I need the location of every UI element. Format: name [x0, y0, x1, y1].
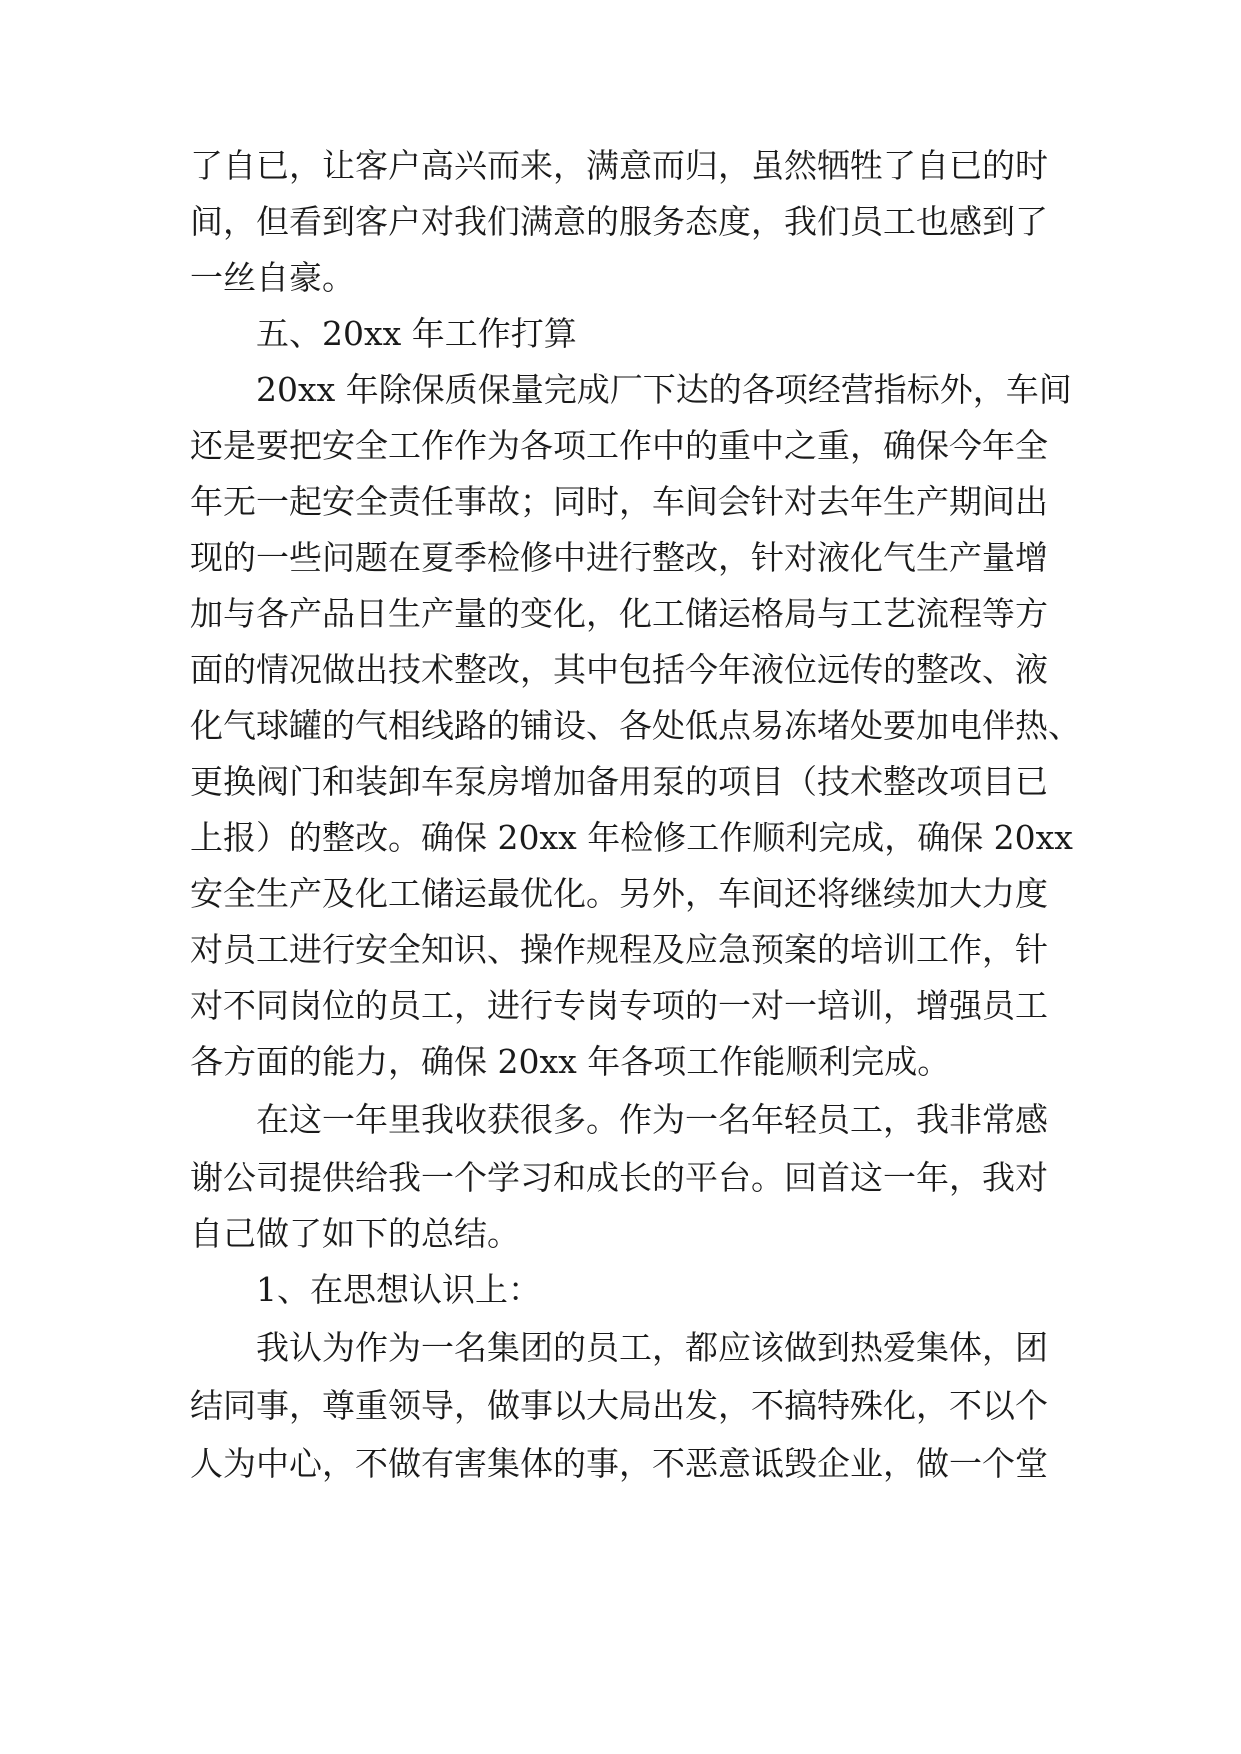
- text-line: 面的情况做出技术整改，其中包括今年液位远传的整改、液: [190, 650, 1048, 689]
- text-line: 还是要把安全工作作为各项工作中的重中之重，确保今年全: [190, 426, 1048, 465]
- text-line: 自己做了如下的总结。: [190, 1214, 520, 1253]
- text-line: 在这一年里我收获很多。作为一名年轻员工，我非常感: [256, 1100, 1048, 1139]
- text-line: 我认为作为一名集团的员工，都应该做到热爱集体，团: [256, 1328, 1048, 1367]
- text-line: 一丝自豪。: [190, 258, 355, 297]
- text-line: 20xx 年除保质保量完成厂下达的各项经营指标外，车间: [256, 370, 1072, 409]
- text-line: 结同事，尊重领导，做事以大局出发，不搞特殊化，不以个: [190, 1386, 1048, 1425]
- text-line: 间，但看到客户对我们满意的服务态度，我们员工也感到了: [190, 202, 1048, 241]
- text-line: 年无一起安全责任事故；同时，车间会针对去年生产期间出: [190, 482, 1048, 521]
- text-line: 人为中心，不做有害集体的事，不恶意诋毁企业，做一个堂: [190, 1444, 1048, 1483]
- section-heading: 五、20xx 年工作打算: [256, 314, 577, 353]
- text-line: 更换阀门和装卸车泵房增加备用泵的项目（技术整改项目已: [190, 762, 1048, 801]
- text-line: 各方面的能力，确保 20xx 年各项工作能顺利完成。: [190, 1042, 951, 1081]
- text-line: 现的一些问题在夏季检修中进行整改，针对液化气生产量增: [190, 538, 1048, 577]
- text-line: 对员工进行安全知识、操作规程及应急预案的培训工作，针: [190, 930, 1048, 969]
- text-line: 化气球罐的气相线路的铺设、各处低点易冻堵处要加电伴热、: [190, 706, 1081, 745]
- text-line: 上报）的整改。确保 20xx 年检修工作顺利完成，确保 20xx: [190, 818, 1073, 857]
- text-line: 安全生产及化工储运最优化。另外，车间还将继续加大力度: [190, 874, 1048, 913]
- text-line: 加与各产品日生产量的变化，化工储运格局与工艺流程等方: [190, 594, 1048, 633]
- section-heading: 1、在思想认识上：: [256, 1270, 541, 1309]
- text-line: 了自已，让客户高兴而来，满意而归，虽然牺牲了自已的时: [190, 146, 1048, 185]
- text-line: 对不同岗位的员工，进行专岗专项的一对一培训，增强员工: [190, 986, 1048, 1025]
- text-line: 谢公司提供给我一个学习和成长的平台。回首这一年，我对: [190, 1158, 1048, 1197]
